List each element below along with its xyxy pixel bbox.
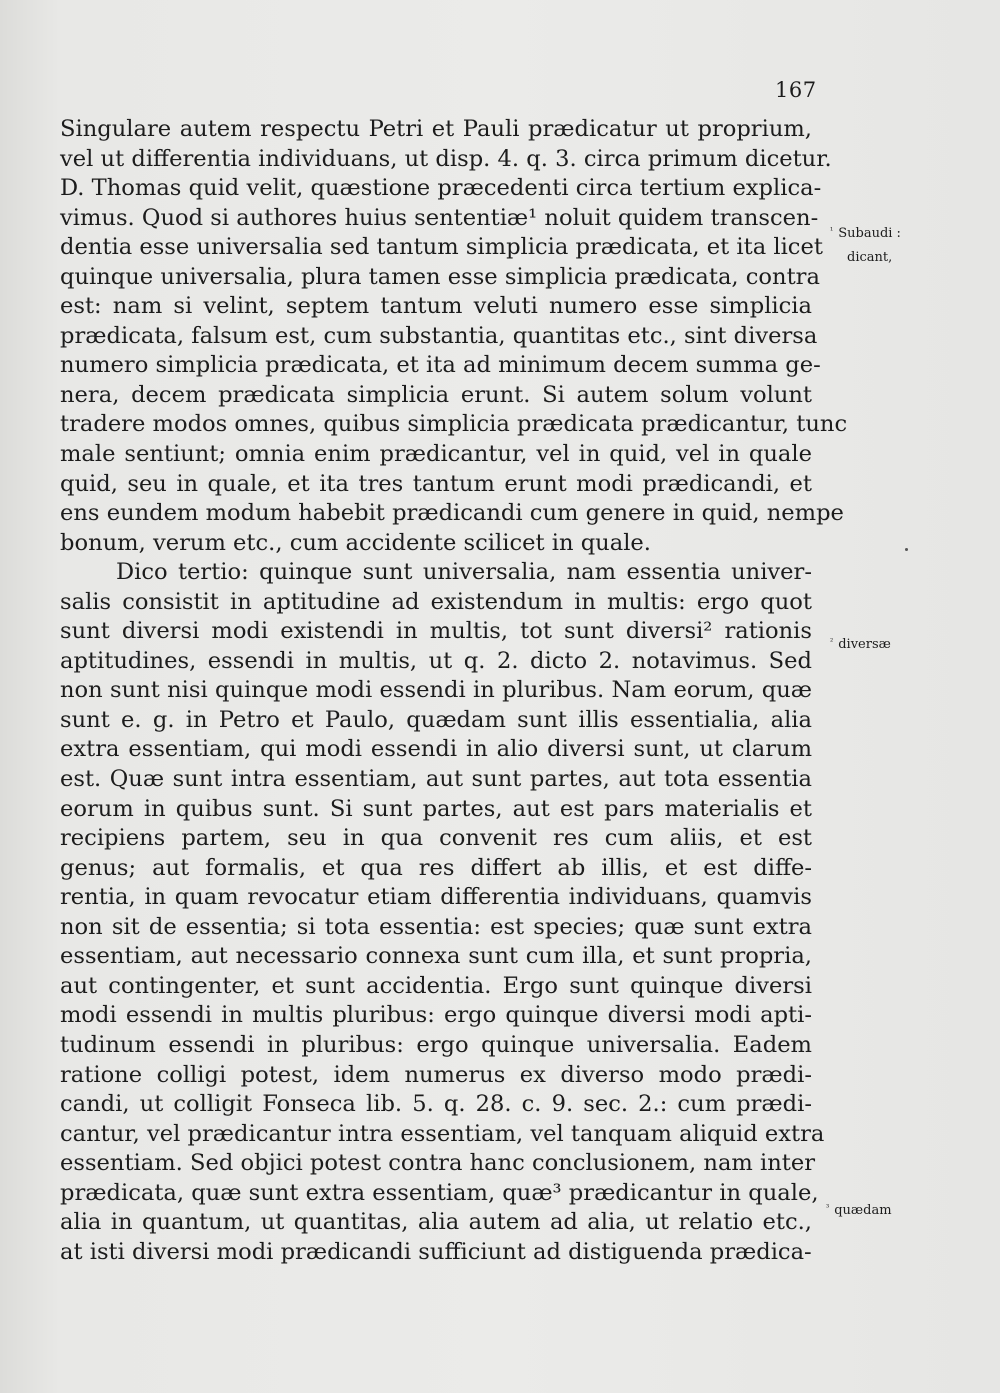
text-line: Dico tertio: quinque sunt universalia, nam essentia univer- [116,559,812,586]
text-line: essentiam. Sed objici potest contra hanc conclusionem, nam inter [60,1150,816,1177]
text-line: ratione colligi potest, idem numerus ex diverso modo prædi- [60,1061,812,1088]
text-line: male sentiunt; omnia enim prædicantur, vel in quid, vel in quale [60,441,812,468]
text-line: non sit de essentia; si tota essentia: est species; quæ sunt extra [60,913,812,940]
text-line: ens eundem modum habebit prædicandi cum genere in quid, nempe [60,500,844,527]
text-line: sunt diversi modi existendi in multis, tot sunt diversi² rationis [60,618,812,645]
text-line: D. Thomas quid velit, quæstione præcedenti circa tertium explica- [60,175,822,202]
text-line: eorum in quibus sunt. Si sunt partes, aut est pars materialis et [60,795,812,822]
note-text: diversæ [838,637,891,652]
text-line: essentiam, aut necessario connexa sunt cum illa, et sunt propria, [60,943,812,970]
text-line: Singulare autem respectu Petri et Pauli prædicatur ut proprium, [60,116,812,142]
text-line: nera, decem prædicata simplicia erunt. Si autem solum volunt [60,381,812,408]
text-line: est. Quæ sunt intra essentiam, aut sunt partes, aut tota essentia [60,766,812,793]
text-line: tudinum essendi in pluribus: ergo quinque universalia. Eadem [60,1031,812,1058]
text-line: genus; aut formalis, et qua res differt ab illis, et est diffe- [60,854,812,881]
text-line: est: nam si velint, septem tantum veluti numero esse simplicia [60,293,812,320]
text-line: numero simplicia prædicata, et ita ad minimum decem summa ge- [60,352,821,379]
stray-mark [905,548,908,551]
text-line: aut contingenter, et sunt accidentia. Ergo sunt quinque diversi [60,972,812,999]
margin-note-2 [830,637,891,652]
text-line: vimus. Quod si authores huius sententiæ¹ noluit quidem transcen- [60,204,819,231]
note-marker: ² [830,637,834,646]
text-line: cantur, vel prædicantur intra essentiam, vel tanquam aliquid extra [60,1120,825,1147]
margin-note-1-continued: dicant, [847,250,893,265]
text-line: candi, ut colligit Fonseca lib. 5. q. 28. c. 9. sec. 2.: cum prædi- [60,1091,812,1118]
body-text [60,115,848,1267]
text-line: prædicata, quæ sunt extra essentiam, quæ³ prædicantur in quale, [60,1179,819,1206]
text-line: salis consistit in aptitudine ad existendum in multis: ergo quot [60,588,812,615]
text-line: sunt e. g. in Petro et Paulo, quædam sunt illis essentialia, alia [60,706,812,733]
text-line: tradere modos omnes, quibus simplicia prædicata prædicantur, tunc [60,411,848,438]
text-line: prædicata, falsum est, cum substantia, quantitas etc., sint diversa [60,322,818,349]
text-line: bonum, verum etc., cum accidente scilicet in quale. [60,529,651,556]
note-marker: ¹ [830,226,834,235]
note-text: quædam [834,1203,892,1218]
text-line: extra essentiam, qui modi essendi in alio diversi sunt, ut clarum [60,736,812,763]
note-text: Subaudi : [838,226,901,241]
text-line: aptitudines, essendi in multis, ut q. 2. dicto 2. notavimus. Sed [60,647,812,674]
text-line: alia in quantum, ut quantitas, alia autem ad alia, ut relatio etc., [60,1209,812,1236]
text-line: at isti diversi modi prædicandi sufficiunt ad distiguenda prædica- [60,1238,812,1265]
text-line: vel ut differentia individuans, ut disp. 4. q. 3. circa primum dicetur. [60,145,832,172]
text-line: rentia, in quam revocatur etiam differentia individuans, quamvis [60,884,812,911]
margin-note-1 [830,226,901,241]
text-line: quid, seu in quale, et ita tres tantum erunt modi prædicandi, et [60,470,812,497]
text-line: dentia esse universalia sed tantum simplicia prædicata, et ita licet [60,234,823,261]
page-number: 167 [775,78,817,102]
text-line: recipiens partem, seu in qua convenit res cum aliis, et est [60,825,812,852]
note-marker: ³ [826,1203,830,1212]
margin-note-3 [826,1203,892,1218]
text-line: quinque universalia, plura tamen esse simplicia prædicata, contra [60,263,820,290]
text-line: modi essendi in multis pluribus: ergo quinque diversi modi apti- [60,1002,812,1029]
text-line: non sunt nisi quinque modi essendi in pluribus. Nam eorum, quæ [60,677,812,704]
